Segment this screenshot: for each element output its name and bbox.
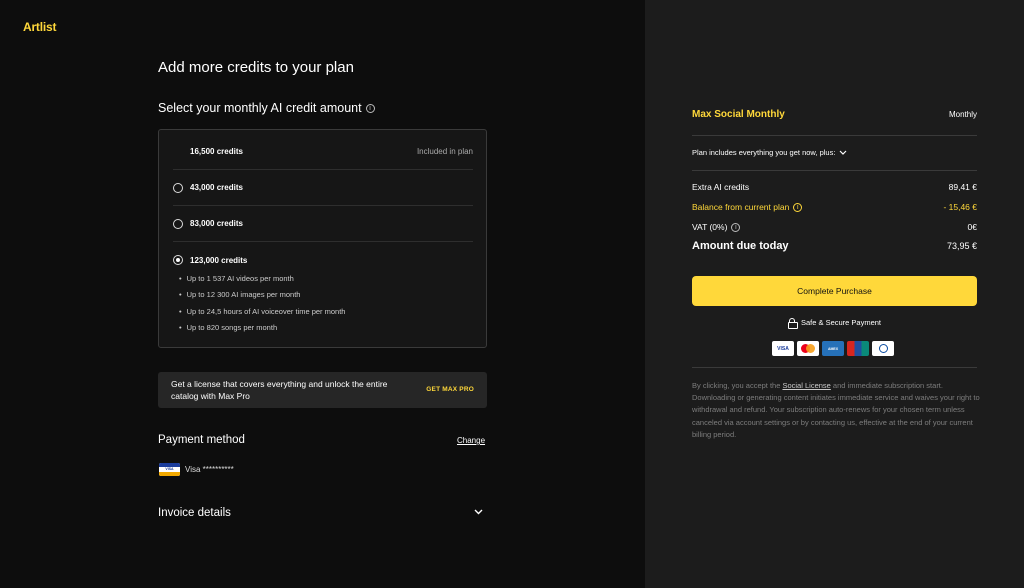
visa-icon: VISA xyxy=(772,341,794,356)
plan-includes-toggle[interactable] xyxy=(692,148,847,157)
social-license-link[interactable]: Social License xyxy=(782,381,831,390)
visa-card-icon xyxy=(159,463,180,476)
credit-option-label: 83,000 credits xyxy=(190,219,243,228)
line-amount: 89,41 € xyxy=(948,182,977,192)
radio-button[interactable] xyxy=(173,219,183,229)
line-label: Amount due today xyxy=(692,240,789,252)
line-amount: 73,95 € xyxy=(946,241,977,251)
payment-method-title: Payment method xyxy=(158,434,245,446)
unionpay-icon xyxy=(847,341,869,356)
legal-text-start: By clicking, you accept the xyxy=(692,381,783,390)
credit-option-label: 43,000 credits xyxy=(190,183,243,192)
benefit-item: • Up to 12 300 AI images per month xyxy=(179,287,345,304)
line-vat xyxy=(692,222,977,232)
credit-option-16500 xyxy=(173,134,473,170)
max-pro-promo xyxy=(158,372,487,408)
credit-option-label: 123,000 credits xyxy=(190,255,248,265)
benefit-item: • Up to 24,5 hours of AI voiceover time per month xyxy=(179,303,345,320)
change-payment-link[interactable]: Change xyxy=(457,436,486,445)
divider xyxy=(692,170,977,171)
card-brand-label: VISA xyxy=(159,467,180,472)
invoice-details-toggle[interactable]: Invoice details xyxy=(158,507,231,519)
line-amount: 0€ xyxy=(967,222,977,232)
promo-text: Get a license that covers everything and unlock the entire catalog with Max Pro xyxy=(171,379,388,401)
amex-icon: AMEX xyxy=(822,341,844,356)
radio-button-selected[interactable] xyxy=(173,255,183,265)
legal-text xyxy=(692,380,982,441)
plan-frequency: Monthly xyxy=(948,110,977,119)
line-label: VAT (0%) xyxy=(692,222,728,232)
included-note: Included in plan xyxy=(416,147,473,156)
mastercard-icon xyxy=(797,341,819,356)
info-icon[interactable]: i xyxy=(366,104,375,113)
divider xyxy=(692,367,977,368)
line-amount: - 15,46 € xyxy=(943,202,977,212)
divider xyxy=(692,135,977,136)
line-label: Extra AI credits xyxy=(692,182,750,192)
line-total xyxy=(692,240,977,252)
radio-button[interactable] xyxy=(173,183,183,193)
plan-name: Max Social Monthly xyxy=(692,109,785,120)
info-icon[interactable]: i xyxy=(731,223,740,232)
legal-text-end: and immediate subscription start. Downloading or generating content initiates immediate service and waives your right to withdrawal and refund. Your subscription auto-renews for your chosen term unless canceled via account settings or by contacting us, effective at the end of your current billing period. xyxy=(692,381,980,439)
benefit-item: • Up to 820 songs per month xyxy=(179,320,345,337)
line-balance xyxy=(692,202,977,212)
diners-club-icon xyxy=(872,341,894,356)
credit-option-43000[interactable] xyxy=(173,170,473,206)
get-max-pro-link[interactable]: GET MAX PRO xyxy=(426,386,474,393)
plan-includes-label: Plan includes everything you get now, plus: xyxy=(692,148,836,157)
credit-section-title-text: Select your monthly AI credit amount xyxy=(158,101,362,115)
credit-option-83000[interactable] xyxy=(173,206,473,242)
chevron-down-icon xyxy=(839,148,847,157)
chevron-down-icon[interactable] xyxy=(474,507,483,518)
page-title: Add more credits to your plan xyxy=(158,59,354,76)
line-label-wrap xyxy=(692,202,802,212)
credit-section-title xyxy=(158,101,375,115)
complete-purchase-button[interactable]: Complete Purchase xyxy=(692,276,977,306)
benefit-item: • Up to 1 537 AI videos per month xyxy=(179,270,345,287)
secure-label: Safe & Secure Payment xyxy=(800,318,882,327)
secure-payment-note xyxy=(645,318,1024,327)
accepted-cards xyxy=(772,341,894,356)
order-summary-panel xyxy=(645,0,1024,588)
benefits-list xyxy=(179,270,345,336)
lock-icon xyxy=(788,318,796,327)
line-extra-credits xyxy=(692,182,977,192)
line-label: Balance from current plan xyxy=(692,202,790,212)
credit-options-box xyxy=(158,129,487,348)
artlist-logo[interactable]: Artlist xyxy=(23,20,57,34)
info-icon[interactable]: i xyxy=(793,203,802,212)
credit-option-label: 16,500 credits xyxy=(190,147,243,156)
card-masked-number: Visa ********** xyxy=(185,465,234,474)
line-label-wrap xyxy=(692,222,740,232)
